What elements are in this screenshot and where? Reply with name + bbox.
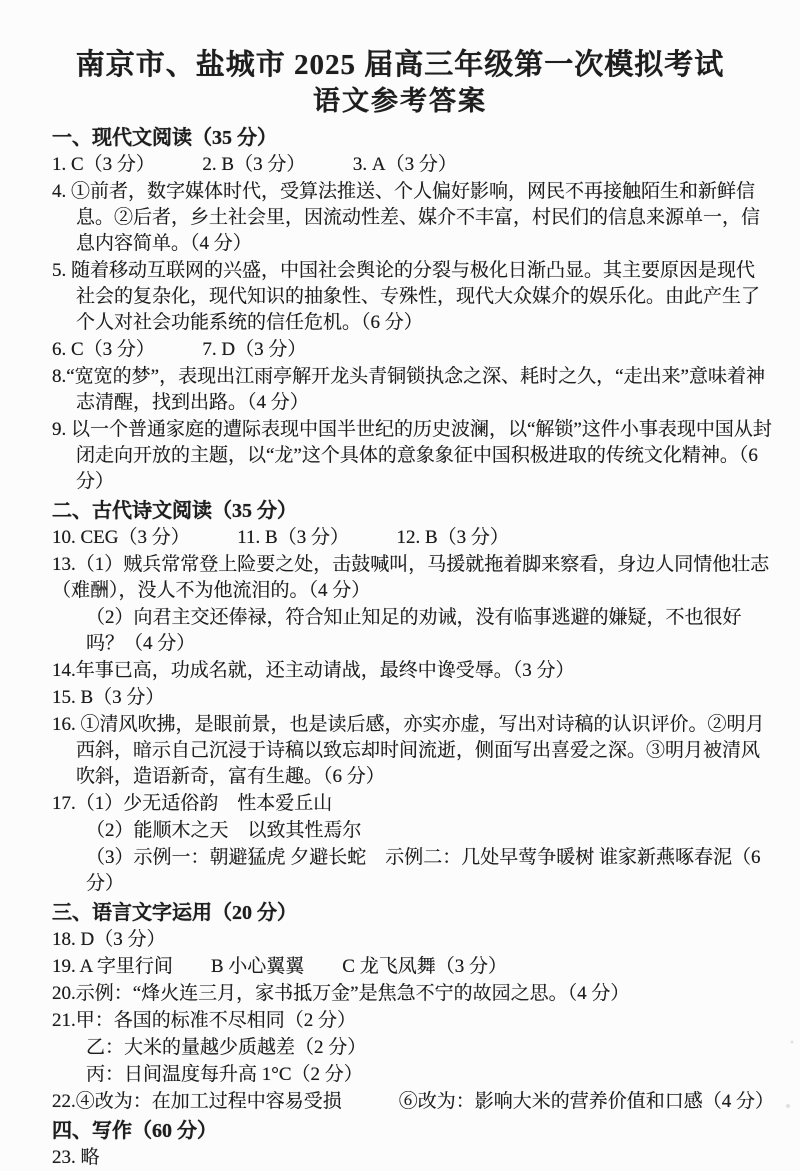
answer-line: 19. A 字里行间 B 小心翼翼 C 龙飞凤舞（3 分） [52, 956, 507, 977]
section-heading: 二、古代诗文阅读（35 分） [52, 500, 297, 522]
section-heading: 四、写作（60 分） [52, 1120, 217, 1142]
answer-line: 17.（1）少无适俗韵 性本爱丘山 [52, 793, 333, 814]
answer-list [0, 125, 800, 1171]
answer-line: 乙：大米的量越少质越差（2 分） [86, 1037, 367, 1058]
answer-line: 4. ①前者，数字媒体时代，受算法推送、个人偏好影响，网民不再接触陌生和新鲜信息。②后者，乡土社会里，因流动性差、媒介不丰富，村民们的信息来源单一，信息内容简单。（4 分） [52, 181, 761, 254]
answer-line: 1. C（3 分） 2. B（3 分） 3. A（3 分） [52, 154, 457, 175]
answer-line: （2）能顺木之天 以致其性焉尔 [86, 820, 362, 841]
answer-line: 21.甲：各国的标准不尽相同（2 分） [52, 1010, 357, 1031]
answer-line: 18. D（3 分） [52, 929, 166, 950]
answer-line: 10. CEG（3 分） 11. B（3 分） 12. B（3 分） [52, 527, 509, 548]
answer-line: 14.年事已高，功成名就，还主动请战，最终中谗受辱。（3 分） [52, 660, 575, 681]
answer-line: 8.“宽宽的梦”，表现出江雨亭解开龙头青铜锁执念之深、耗时之久，“走出来”意味着神志清醒，找到出路。（4 分） [52, 366, 765, 413]
answer-line: 22.④改为：在加工过程中容易受损 ⑥改为：影响大米的营养价值和口感（4 分） [52, 1091, 775, 1112]
answer-line: 20.示例：“烽火连三月，家书抵万金”是焦急不宁的故园之思。（4 分） [52, 983, 630, 1004]
answer-line: 16. ①清风吹拂，是眼前景，也是读后感，亦实亦虚，写出对诗稿的认识评价。②明月西斜，暗示自己沉浸于诗稿以致忘却时间流逝，侧面写出喜爱之深。③明月被清风吹斜，造语新奇，富有生趣。（6 分） [52, 714, 765, 787]
section-heading: 一、现代文阅读（35 分） [52, 127, 277, 149]
answers-subtitle: 语文参考答案 [313, 86, 487, 116]
section-heading: 三、语言文字运用（20 分） [52, 902, 297, 924]
answer-line: （2）向君主交还俸禄，符合知止知足的劝诫，没有临事逃避的嫌疑，不也很好吗？（4 分） [86, 607, 742, 654]
answer-line: 丙：日间温度每升高 1°C（2 分） [86, 1064, 363, 1085]
answer-line: 13.（1）贼兵常常登上险要之处，击鼓喊叫，马援就拖着脚来察看，身边人同情他壮志（难酬），没人不为他流泪的。（4 分） [52, 554, 770, 601]
answer-line: 6. C（3 分） 7. D（3 分） [52, 339, 307, 360]
answer-line: 5. 随着移动互联网的兴盛，中国社会舆论的分裂与极化日渐凸显。其主要原因是现代社会的复杂化，现代知识的抽象性、专殊性，现代大众媒介的娱乐化。由此产生了个人对社会功能系统的信任危机。（6 分） [52, 260, 761, 333]
answer-line: 9. 以一个普通家庭的遭际表现中国半世纪的历史波澜，以“解锁”这件小事表现中国从封闭走向开放的主题，以“龙”这个具体的意象象征中国积极进取的传统文化精神。（6 分） [52, 419, 772, 492]
exam-title: 南京市、盐城市 2025 届高三年级第一次模拟考试 [75, 49, 725, 81]
answer-line: 15. B（3 分） [52, 687, 165, 708]
answer-line: 23. 略 [52, 1147, 100, 1168]
answer-line: （3）示例一：朝避猛虎 夕避长蛇 示例二：几处早莺争暖树 谁家新燕啄春泥（6 分） [86, 847, 761, 894]
